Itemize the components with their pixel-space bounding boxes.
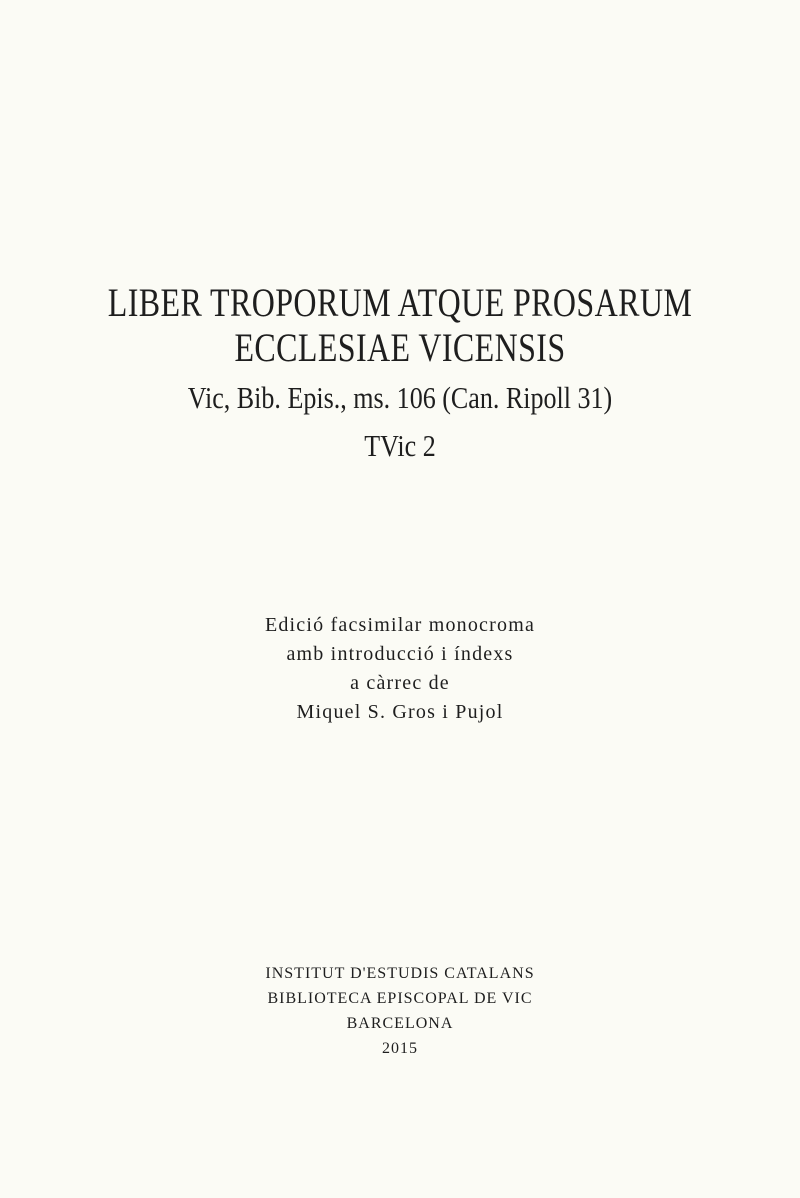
publisher-line-2: BIBLIOTECA EPISCOPAL DE VIC (267, 990, 533, 1007)
manuscript-siglum: TVic 2 (364, 428, 436, 463)
edition-line-3: a càrrec de (350, 672, 450, 694)
edition-line-2: amb introducció i índexs (286, 643, 514, 665)
edition-line-1: Edició facsimilar monocroma (264, 614, 536, 636)
title-line-2: ECCLESIAE VICENSIS (234, 325, 566, 370)
editor-name: Miquel S. Gros i Pujol (296, 701, 504, 723)
manuscript-shelfmark: Vic, Bib. Epis., ms. 106 (Can. Ripoll 31) (187, 380, 613, 415)
publication-place: BARCELONA (346, 1015, 454, 1032)
title-line-1: LIBER TROPORUM ATQUE PROSARUM (107, 280, 693, 325)
publisher-line-1: INSTITUT D'ESTUDIS CATALANS (265, 965, 535, 982)
publication-year: 2015 (382, 1040, 418, 1057)
